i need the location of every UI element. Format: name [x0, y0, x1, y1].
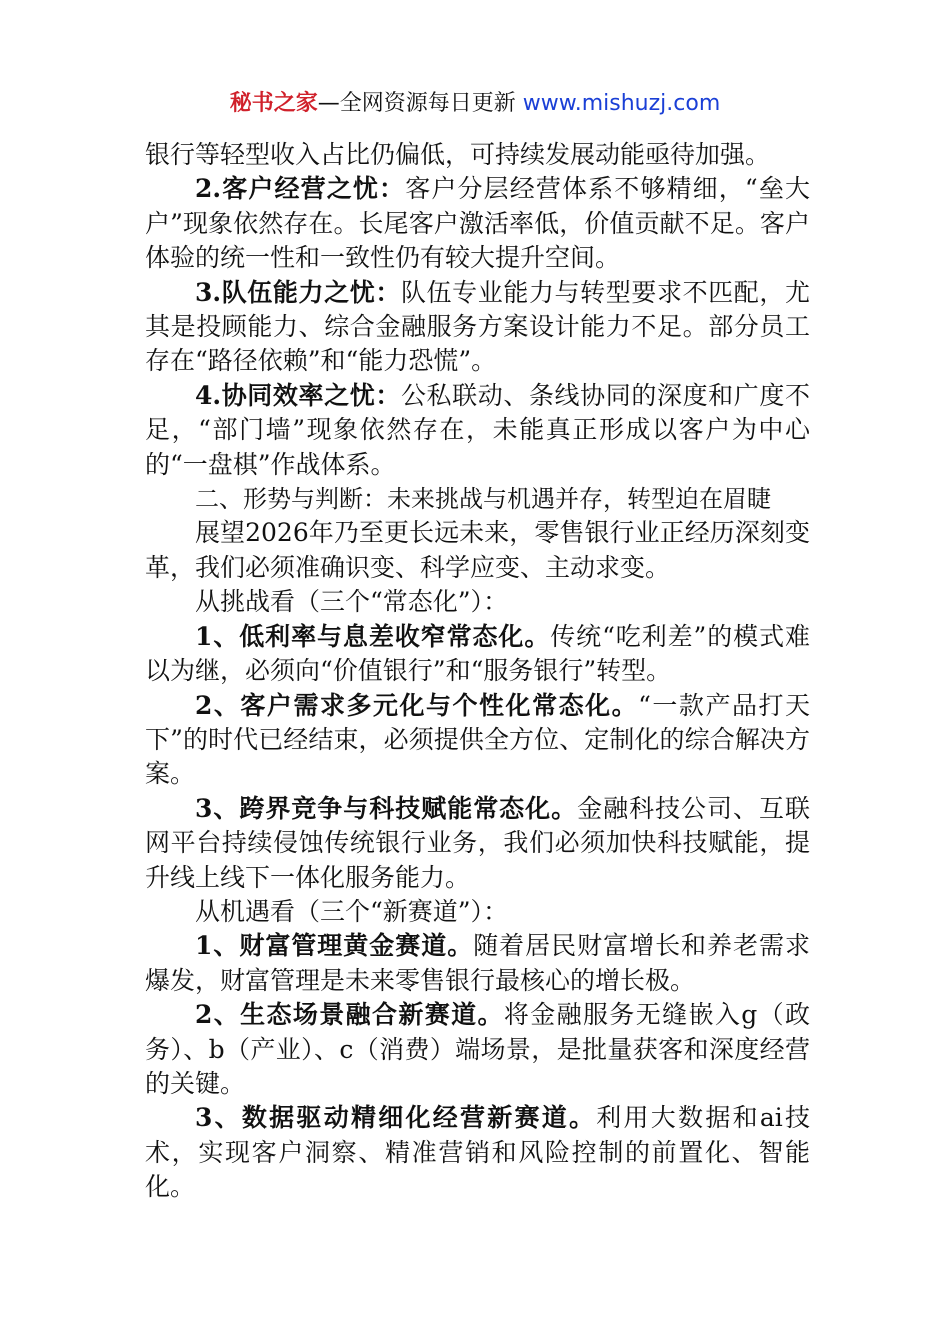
header-brand: 秘书之家: [229, 91, 318, 116]
header-url: www.mishuzj.com: [522, 91, 721, 116]
document-body: [145, 138, 810, 1205]
paragraph-text: 银行等轻型收入占比仍偏低，可持续发展动能亟待加强。: [145, 140, 771, 169]
paragraph-lead: 1、低利率与息差收窄常态化。: [195, 621, 551, 651]
site-watermark-header: [0, 88, 950, 120]
paragraph-6: [145, 516, 810, 585]
paragraph-lead: 3、数据驱动精细化经营新赛道。: [195, 1103, 597, 1133]
paragraph-text: 随着居民财富增长和养老需求爆发，财富管理是未来零售银行最核心的增长极。: [145, 931, 810, 995]
paragraph-text: 队伍专业能力与转型要求不匹配，尤其是投顾能力、综合金融服务方案设计能力不足。部分员工存在“路径依赖”和“能力恐慌”。: [145, 277, 810, 376]
header-tagline: —全网资源每日更新: [317, 91, 523, 116]
paragraph-lead: 1、财富管理黄金赛道。: [195, 931, 474, 961]
section-heading: [145, 482, 810, 516]
paragraph-lead: 4.协同效率之忧：: [195, 380, 401, 410]
paragraph-2: [145, 172, 810, 275]
paragraph-12: [145, 929, 810, 998]
paragraph-text: “一款产品打天下”的时代已经结束，必须提供全方位、定制化的综合解决方案。: [145, 690, 810, 789]
paragraph-10: [145, 792, 810, 895]
paragraph-lead: 3.队伍能力之忧：: [195, 277, 401, 307]
paragraph-lead: 3、跨界竞争与科技赋能常态化。: [195, 793, 578, 823]
paragraph-text: 金融科技公司、互联网平台持续侵蚀传统银行业务，我们必须加快科技赋能，提升线上线下一体化服务能力。: [145, 793, 810, 892]
paragraph-text: 将金融服务无缝嵌入g（政务）、b（产业）、c（消费）端场景，是批量获客和深度经营的关键。: [145, 1000, 810, 1098]
paragraph-text: 展望2026年乃至更长远未来，零售银行业正经历深刻变革，我们必须准确识变、科学应变、主动求变。: [145, 518, 810, 582]
paragraph-7: [145, 585, 810, 619]
paragraph-text: 二、形势与判断：未来挑战与机遇并存，转型迫在眉睫: [195, 485, 771, 514]
paragraph-text: 传统“吃利差”的模式难以为继，必须向“价值银行”和“服务银行”转型。: [145, 621, 810, 686]
paragraph-text: 公私联动、条线协同的深度和广度不足，“部门墙”现象依然存在，未能真正形成以客户为中心的“一盘棋”作战体系。: [145, 380, 810, 479]
paragraph-text: 从挑战看（三个“常态化”）：: [195, 587, 509, 617]
paragraph-lead: 2、生态场景融合新赛道。: [195, 1000, 504, 1030]
paragraph-3: [145, 276, 810, 379]
paragraph-text: 客户分层经营体系不够精细，“垒大户”现象依然存在。长尾客户激活率低，价值贡献不足。客户体验的统一性和一致性仍有较大提升空间。: [145, 174, 810, 273]
paragraph-13: [145, 998, 810, 1101]
paragraph-4: [145, 379, 810, 482]
paragraph-text: 利用大数据和ai技术，实现客户洞察、精准营销和风险控制的前置化、智能化。: [145, 1103, 810, 1202]
paragraph-11: [145, 895, 810, 929]
paragraph-text: 从机遇看（三个“新赛道”）：: [195, 896, 509, 926]
paragraph-lead: 2、客户需求多元化与个性化常态化。: [195, 690, 639, 720]
paragraph-1: [145, 138, 810, 172]
paragraph-14: [145, 1101, 810, 1204]
paragraph-8: [145, 620, 810, 689]
paragraph-9: [145, 689, 810, 792]
paragraph-lead: 2.客户经营之忧：: [195, 174, 406, 204]
